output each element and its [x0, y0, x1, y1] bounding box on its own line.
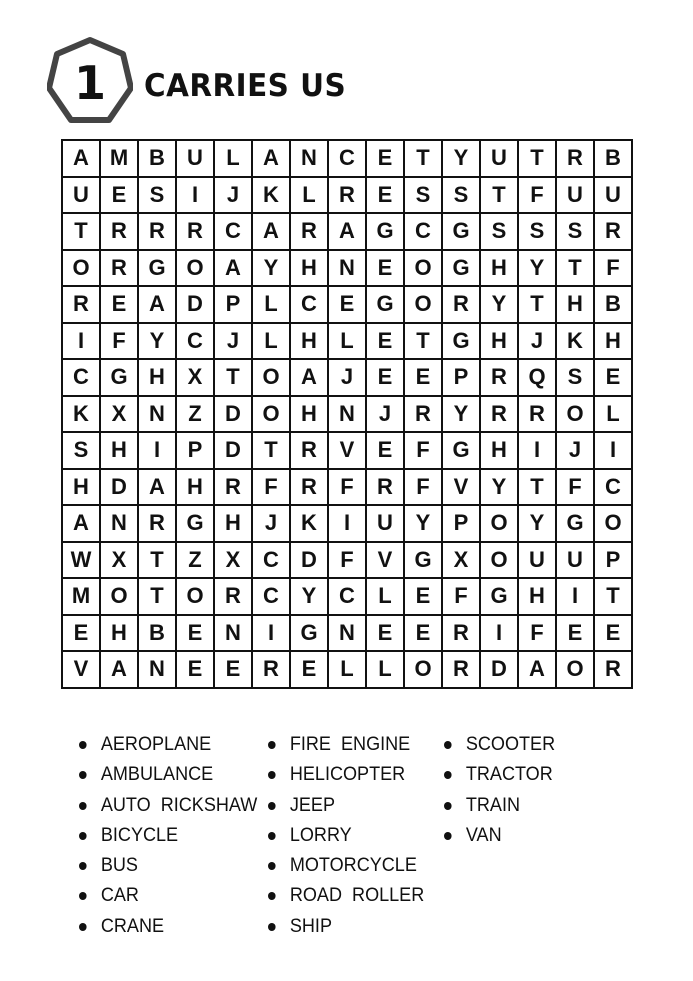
grid-cell: L — [290, 177, 328, 214]
grid-cell: E — [366, 140, 404, 177]
bullet-icon — [79, 862, 87, 870]
grid-cell: B — [594, 286, 632, 323]
grid-cell: R — [594, 651, 632, 688]
grid-cell: R — [100, 250, 138, 287]
grid-cell: I — [138, 432, 176, 469]
bullet-icon — [268, 741, 276, 749]
grid-cell: T — [480, 177, 518, 214]
grid-cell: N — [100, 505, 138, 542]
grid-cell: H — [556, 286, 594, 323]
grid-cell: D — [214, 432, 252, 469]
grid-cell: O — [252, 396, 290, 433]
grid-cell: R — [518, 396, 556, 433]
grid-cell: K — [556, 323, 594, 360]
grid-cell: E — [328, 286, 366, 323]
grid-cell: H — [100, 615, 138, 652]
grid-cell: R — [100, 213, 138, 250]
grid-row — [62, 578, 632, 615]
grid-cell: U — [480, 140, 518, 177]
grid-cell: L — [594, 396, 632, 433]
bullet-icon — [79, 771, 87, 779]
grid-cell: E — [366, 323, 404, 360]
puzzle-number: 1 — [73, 56, 106, 110]
grid-cell: E — [404, 615, 442, 652]
grid-cell: G — [442, 432, 480, 469]
grid-cell: B — [138, 140, 176, 177]
grid-cell: G — [366, 286, 404, 323]
grid-cell: X — [100, 396, 138, 433]
grid-cell: J — [328, 359, 366, 396]
grid-cell: T — [214, 359, 252, 396]
grid-cell: E — [366, 615, 404, 652]
grid-row — [62, 469, 632, 506]
grid-row — [62, 359, 632, 396]
grid-cell: H — [480, 323, 518, 360]
grid-cell: V — [62, 651, 100, 688]
grid-cell: A — [290, 359, 328, 396]
grid-cell: U — [176, 140, 214, 177]
grid-cell: E — [176, 615, 214, 652]
grid-cell: O — [176, 250, 214, 287]
grid-cell: T — [404, 323, 442, 360]
grid-cell: H — [480, 250, 518, 287]
grid-cell: X — [214, 542, 252, 579]
grid-cell: O — [176, 578, 214, 615]
bullet-icon — [444, 741, 452, 749]
grid-cell: O — [252, 359, 290, 396]
grid-cell: N — [138, 396, 176, 433]
word-item: HELICOPTER — [268, 760, 424, 790]
grid-cell: R — [290, 469, 328, 506]
grid-cell: B — [138, 615, 176, 652]
grid-cell: O — [480, 542, 518, 579]
grid-cell: R — [366, 469, 404, 506]
grid-cell: S — [404, 177, 442, 214]
grid-cell: R — [138, 505, 176, 542]
grid-cell: H — [100, 432, 138, 469]
grid-cell: A — [100, 651, 138, 688]
grid-cell: E — [366, 177, 404, 214]
grid-cell: L — [328, 651, 366, 688]
grid-cell: U — [366, 505, 404, 542]
grid-cell: T — [518, 140, 556, 177]
grid-cell: H — [518, 578, 556, 615]
grid-cell: O — [594, 505, 632, 542]
grid-cell: S — [442, 177, 480, 214]
puzzle-number-badge — [47, 36, 133, 128]
grid-cell: C — [176, 323, 214, 360]
grid-cell: H — [176, 469, 214, 506]
grid-cell: Z — [176, 542, 214, 579]
grid-cell: T — [518, 469, 556, 506]
grid-cell: H — [62, 469, 100, 506]
word-item: VAN — [444, 821, 555, 851]
bullet-icon — [79, 802, 87, 810]
word-item: BICYCLE — [79, 821, 257, 851]
grid-cell: C — [214, 213, 252, 250]
word-list-column-1 — [79, 730, 267, 942]
grid-cell: P — [214, 286, 252, 323]
bullet-icon — [268, 802, 276, 810]
grid-cell: I — [176, 177, 214, 214]
grid-cell: G — [290, 615, 328, 652]
grid-cell: E — [62, 615, 100, 652]
grid-cell: X — [442, 542, 480, 579]
grid-cell: R — [442, 615, 480, 652]
word-item: FIRE ENGINE — [268, 730, 424, 760]
grid-cell: A — [252, 213, 290, 250]
grid-cell: I — [556, 578, 594, 615]
grid-cell: F — [442, 578, 480, 615]
grid-cell: C — [252, 578, 290, 615]
grid-cell: T — [138, 578, 176, 615]
grid-cell: P — [176, 432, 214, 469]
grid-cell: T — [518, 286, 556, 323]
grid-cell: S — [556, 359, 594, 396]
grid-cell: A — [62, 505, 100, 542]
grid-cell: R — [328, 177, 366, 214]
bullet-icon — [268, 832, 276, 840]
grid-cell: E — [404, 578, 442, 615]
grid-cell: O — [480, 505, 518, 542]
grid-cell: E — [214, 651, 252, 688]
grid-cell: E — [594, 615, 632, 652]
grid-row — [62, 250, 632, 287]
grid-cell: D — [176, 286, 214, 323]
bullet-icon — [444, 771, 452, 779]
grid-cell: T — [252, 432, 290, 469]
grid-cell: L — [366, 578, 404, 615]
grid-cell: J — [252, 505, 290, 542]
grid-cell: D — [214, 396, 252, 433]
grid-cell: U — [594, 177, 632, 214]
grid-cell: I — [594, 432, 632, 469]
grid-cell: O — [100, 578, 138, 615]
grid-cell: D — [100, 469, 138, 506]
grid-cell: V — [328, 432, 366, 469]
word-item: SCOOTER — [444, 730, 555, 760]
grid-cell: D — [290, 542, 328, 579]
grid-cell: S — [518, 213, 556, 250]
grid-cell: X — [100, 542, 138, 579]
grid-cell: O — [404, 286, 442, 323]
grid-cell: N — [138, 651, 176, 688]
grid-cell: Y — [480, 286, 518, 323]
word-list-column-3 — [444, 730, 561, 851]
grid-cell: O — [62, 250, 100, 287]
grid-row — [62, 505, 632, 542]
grid-cell: A — [252, 140, 290, 177]
grid-cell: H — [138, 359, 176, 396]
grid-cell: N — [328, 250, 366, 287]
grid-cell: S — [480, 213, 518, 250]
grid-cell: Y — [518, 250, 556, 287]
grid-cell: P — [594, 542, 632, 579]
grid-cell: G — [404, 542, 442, 579]
grid-cell: E — [100, 286, 138, 323]
word-item: TRACTOR — [444, 760, 555, 790]
word-item: AEROPLANE — [79, 730, 257, 760]
grid-cell: R — [214, 469, 252, 506]
grid-cell: G — [366, 213, 404, 250]
grid-cell: S — [556, 213, 594, 250]
bullet-icon — [79, 892, 87, 900]
grid-cell: B — [594, 140, 632, 177]
grid-cell: H — [290, 323, 328, 360]
word-item: TRAIN — [444, 791, 555, 821]
grid-cell: R — [176, 213, 214, 250]
grid-cell: J — [214, 323, 252, 360]
grid-cell: H — [480, 432, 518, 469]
grid-cell: K — [62, 396, 100, 433]
grid-cell: F — [252, 469, 290, 506]
grid-row — [62, 615, 632, 652]
grid-cell: R — [138, 213, 176, 250]
grid-cell: I — [480, 615, 518, 652]
grid-cell: J — [518, 323, 556, 360]
grid-cell: E — [176, 651, 214, 688]
grid-cell: D — [480, 651, 518, 688]
grid-cell: N — [328, 396, 366, 433]
grid-cell: F — [594, 250, 632, 287]
grid-cell: J — [214, 177, 252, 214]
grid-cell: G — [176, 505, 214, 542]
grid-row — [62, 542, 632, 579]
grid-cell: A — [518, 651, 556, 688]
grid-cell: R — [62, 286, 100, 323]
word-item: JEEP — [268, 791, 424, 821]
grid-cell: H — [594, 323, 632, 360]
grid-row — [62, 651, 632, 688]
grid-cell: A — [138, 286, 176, 323]
grid-row — [62, 140, 632, 177]
grid-row — [62, 396, 632, 433]
word-item: CRANE — [79, 912, 257, 942]
grid-cell: L — [252, 323, 290, 360]
grid-cell: F — [518, 177, 556, 214]
grid-cell: S — [62, 432, 100, 469]
bullet-icon — [268, 923, 276, 931]
grid-cell: Y — [518, 505, 556, 542]
grid-cell: I — [62, 323, 100, 360]
grid-cell: J — [556, 432, 594, 469]
grid-cell: R — [556, 140, 594, 177]
grid-cell: L — [252, 286, 290, 323]
grid-cell: Y — [442, 140, 480, 177]
grid-cell: R — [442, 651, 480, 688]
grid-cell: U — [556, 542, 594, 579]
grid-cell: T — [556, 250, 594, 287]
grid-cell: U — [556, 177, 594, 214]
grid-cell: X — [176, 359, 214, 396]
grid-cell: K — [252, 177, 290, 214]
grid-cell: E — [100, 177, 138, 214]
grid-cell: F — [404, 469, 442, 506]
grid-cell: C — [328, 140, 366, 177]
grid-cell: W — [62, 542, 100, 579]
grid-cell: G — [480, 578, 518, 615]
grid-cell: Y — [252, 250, 290, 287]
grid-cell: R — [290, 213, 328, 250]
grid-cell: R — [404, 396, 442, 433]
bullet-icon — [79, 832, 87, 840]
grid-cell: G — [100, 359, 138, 396]
grid-row — [62, 286, 632, 323]
grid-cell: T — [404, 140, 442, 177]
grid-cell: I — [252, 615, 290, 652]
word-item: SHIP — [268, 912, 424, 942]
grid-cell: L — [366, 651, 404, 688]
grid-cell: H — [290, 396, 328, 433]
grid-cell: A — [328, 213, 366, 250]
bullet-icon — [268, 892, 276, 900]
word-list-column-2 — [268, 730, 432, 942]
grid-cell: T — [62, 213, 100, 250]
grid-cell: T — [594, 578, 632, 615]
grid-cell: O — [556, 651, 594, 688]
grid-cell: F — [556, 469, 594, 506]
grid-cell: F — [404, 432, 442, 469]
grid-cell: G — [442, 213, 480, 250]
word-item: BUS — [79, 851, 257, 881]
grid-cell: P — [442, 359, 480, 396]
grid-cell: E — [366, 250, 404, 287]
grid-cell: Y — [290, 578, 328, 615]
grid-cell: N — [328, 615, 366, 652]
grid-cell: A — [214, 250, 252, 287]
grid-row — [62, 213, 632, 250]
grid-cell: F — [328, 469, 366, 506]
word-item: CAR — [79, 881, 257, 911]
grid-cell: G — [138, 250, 176, 287]
bullet-icon — [268, 771, 276, 779]
grid-cell: Y — [138, 323, 176, 360]
grid-cell: L — [328, 323, 366, 360]
grid-cell: H — [290, 250, 328, 287]
word-item: MOTORCYCLE — [268, 851, 424, 881]
bullet-icon — [444, 802, 452, 810]
grid-cell: E — [290, 651, 328, 688]
bullet-icon — [444, 832, 452, 840]
grid-cell: L — [214, 140, 252, 177]
grid-cell: O — [556, 396, 594, 433]
puzzle-title: CARRIES US — [144, 68, 347, 104]
grid-cell: C — [328, 578, 366, 615]
grid-cell: C — [62, 359, 100, 396]
grid-cell: C — [290, 286, 328, 323]
grid-cell: R — [290, 432, 328, 469]
word-item: AMBULANCE — [79, 760, 257, 790]
bullet-icon — [268, 862, 276, 870]
grid-row — [62, 323, 632, 360]
grid-cell: Y — [404, 505, 442, 542]
grid-cell: R — [594, 213, 632, 250]
grid-cell: E — [404, 359, 442, 396]
grid-cell: G — [556, 505, 594, 542]
grid-cell: I — [518, 432, 556, 469]
grid-cell: P — [442, 505, 480, 542]
grid-cell: T — [138, 542, 176, 579]
grid-cell: U — [62, 177, 100, 214]
grid-cell: J — [366, 396, 404, 433]
word-item: ROAD ROLLER — [268, 881, 424, 911]
grid-cell: E — [366, 432, 404, 469]
grid-cell: C — [404, 213, 442, 250]
grid-cell: V — [442, 469, 480, 506]
grid-cell: Y — [480, 469, 518, 506]
grid-cell: R — [214, 578, 252, 615]
grid-cell: O — [404, 651, 442, 688]
letter-grid — [61, 139, 633, 689]
grid-cell: R — [252, 651, 290, 688]
grid-cell: E — [594, 359, 632, 396]
word-item: AUTO RICKSHAW — [79, 791, 257, 821]
word-item: LORRY — [268, 821, 424, 851]
grid-cell: O — [404, 250, 442, 287]
grid-cell: C — [594, 469, 632, 506]
grid-cell: N — [290, 140, 328, 177]
grid-cell: N — [214, 615, 252, 652]
grid-cell: A — [62, 140, 100, 177]
grid-cell: K — [290, 505, 328, 542]
grid-cell: C — [252, 542, 290, 579]
grid-cell: Q — [518, 359, 556, 396]
grid-cell: E — [556, 615, 594, 652]
grid-cell: V — [366, 542, 404, 579]
grid-cell: F — [518, 615, 556, 652]
grid-cell: M — [100, 140, 138, 177]
grid-cell: G — [442, 323, 480, 360]
grid-cell: I — [328, 505, 366, 542]
grid-cell: Z — [176, 396, 214, 433]
grid-cell: G — [442, 250, 480, 287]
grid-cell: A — [138, 469, 176, 506]
grid-cell: H — [214, 505, 252, 542]
grid-cell: S — [138, 177, 176, 214]
grid-cell: U — [518, 542, 556, 579]
grid-cell: M — [62, 578, 100, 615]
bullet-icon — [79, 923, 87, 931]
grid-row — [62, 177, 632, 214]
grid-cell: R — [480, 359, 518, 396]
grid-cell: R — [480, 396, 518, 433]
grid-cell: R — [442, 286, 480, 323]
bullet-icon — [79, 741, 87, 749]
grid-cell: F — [328, 542, 366, 579]
grid-cell: F — [100, 323, 138, 360]
grid-row — [62, 432, 632, 469]
grid-cell: E — [366, 359, 404, 396]
grid-cell: Y — [442, 396, 480, 433]
